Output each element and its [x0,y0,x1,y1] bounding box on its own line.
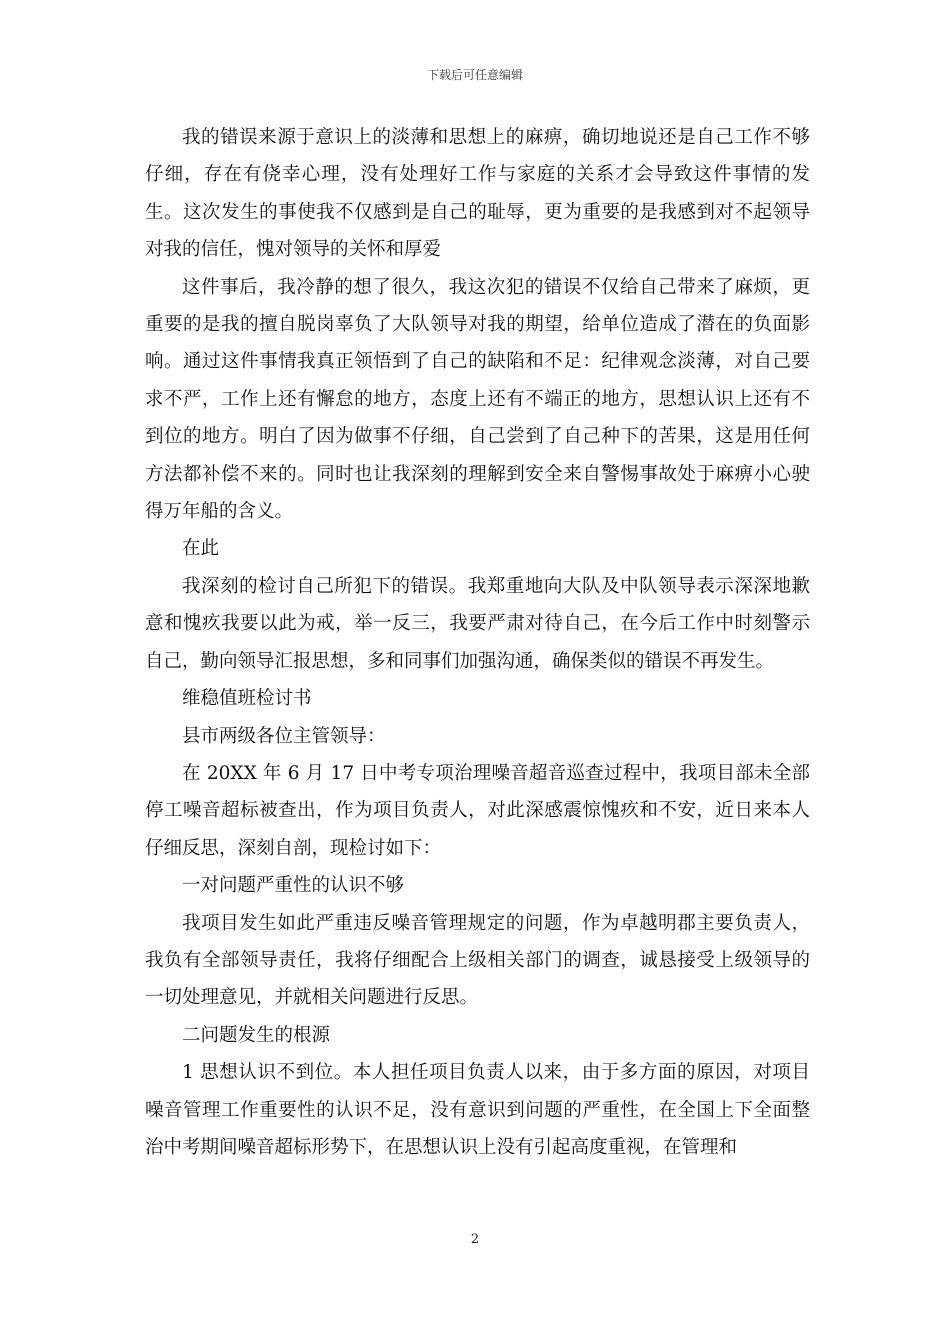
page-number: 2 [470,1232,480,1247]
paragraph-6-salutation: 县市两级各位主管领导： [182,725,386,747]
paragraph-7: 在 20XX 年 6 月 17 日中考专项治理噪音超音巡查过程中，我项目部未全部停工噪音超标被查出，作为项目负责人，对此深感震惊愧疚和不安，近日来本人仔细反思，深刻自剖，现检讨如下： [145,762,810,859]
paragraph-8-heading: 一对问题严重性的认识不够 [182,875,405,897]
paragraph-10-heading: 二问题发生的根源 [182,1024,331,1046]
paragraph-9: 我项目发生如此严重违反噪音管理规定的问题，作为卓越明郡主要负责人，我负有全部领导责任，我将仔细配合上级相关部门的调查，诚恳接受上级领导的一切处理意见，并就相关问题进行反思。 [145,912,810,1009]
page-header: 下载后可任意编辑 [426,68,523,82]
paragraph-4: 我深刻的检讨自己所犯下的错误。我郑重地向大队及中队领导表示深深地歉意和愧疚我要以此为戒，举一反三，我要严肃对待自己，在今后工作中时刻警示自己，勤向领导汇报思想，多和同事们加强沟通，确保类似的错误不再发生。 [145,575,810,672]
paragraph-1: 我的错误来源于意识上的淡薄和思想上的麻痹，确切地说还是自己工作不够仔细，存在有侥幸心理，没有处理好工作与家庭的关系才会导致这件事情的发生。这次发生的事使我不仅感到是自己的耻辱，更为重要的是我感到对不起领导对我的信任，愧对领导的关怀和厚爱 [145,127,810,261]
paragraph-5-title: 维稳值班检讨书 [182,688,312,710]
document-body [145,119,810,1166]
paragraph-11: 1 思想认识不到位。本人担任项目负责人以来，由于多方面的原因，对项目噪音管理工作重要性的认识不足，没有意识到问题的严重性，在全国上下全面整治中考期间噪音超标形势下，在思想认识上没有引起高度重视，在管理和 [145,1062,810,1158]
paragraph-2: 这件事后，我冷静的想了很久，我这次犯的错误不仅给自己带来了麻烦，更重要的是我的擅自脱岗辜负了大队领导对我的期望，给单位造成了潜在的负面影响。通过这件事情我真正领悟到了自己的缺陷和不足：纪律观念淡薄，对自己要求不严，工作上还有懈怠的地方，态度上还有不端正的地方，思想认识上还有不到位的地方。明白了因为做事不仔细，自己尝到了自己种下的苦果，这是用任何方法都补偿不来的。同时也让我深刻的理解到安全来自警惕事故处于麻痹小心驶得万年船的含义。 [145,276,810,523]
paragraph-3: 在此 [182,538,220,560]
